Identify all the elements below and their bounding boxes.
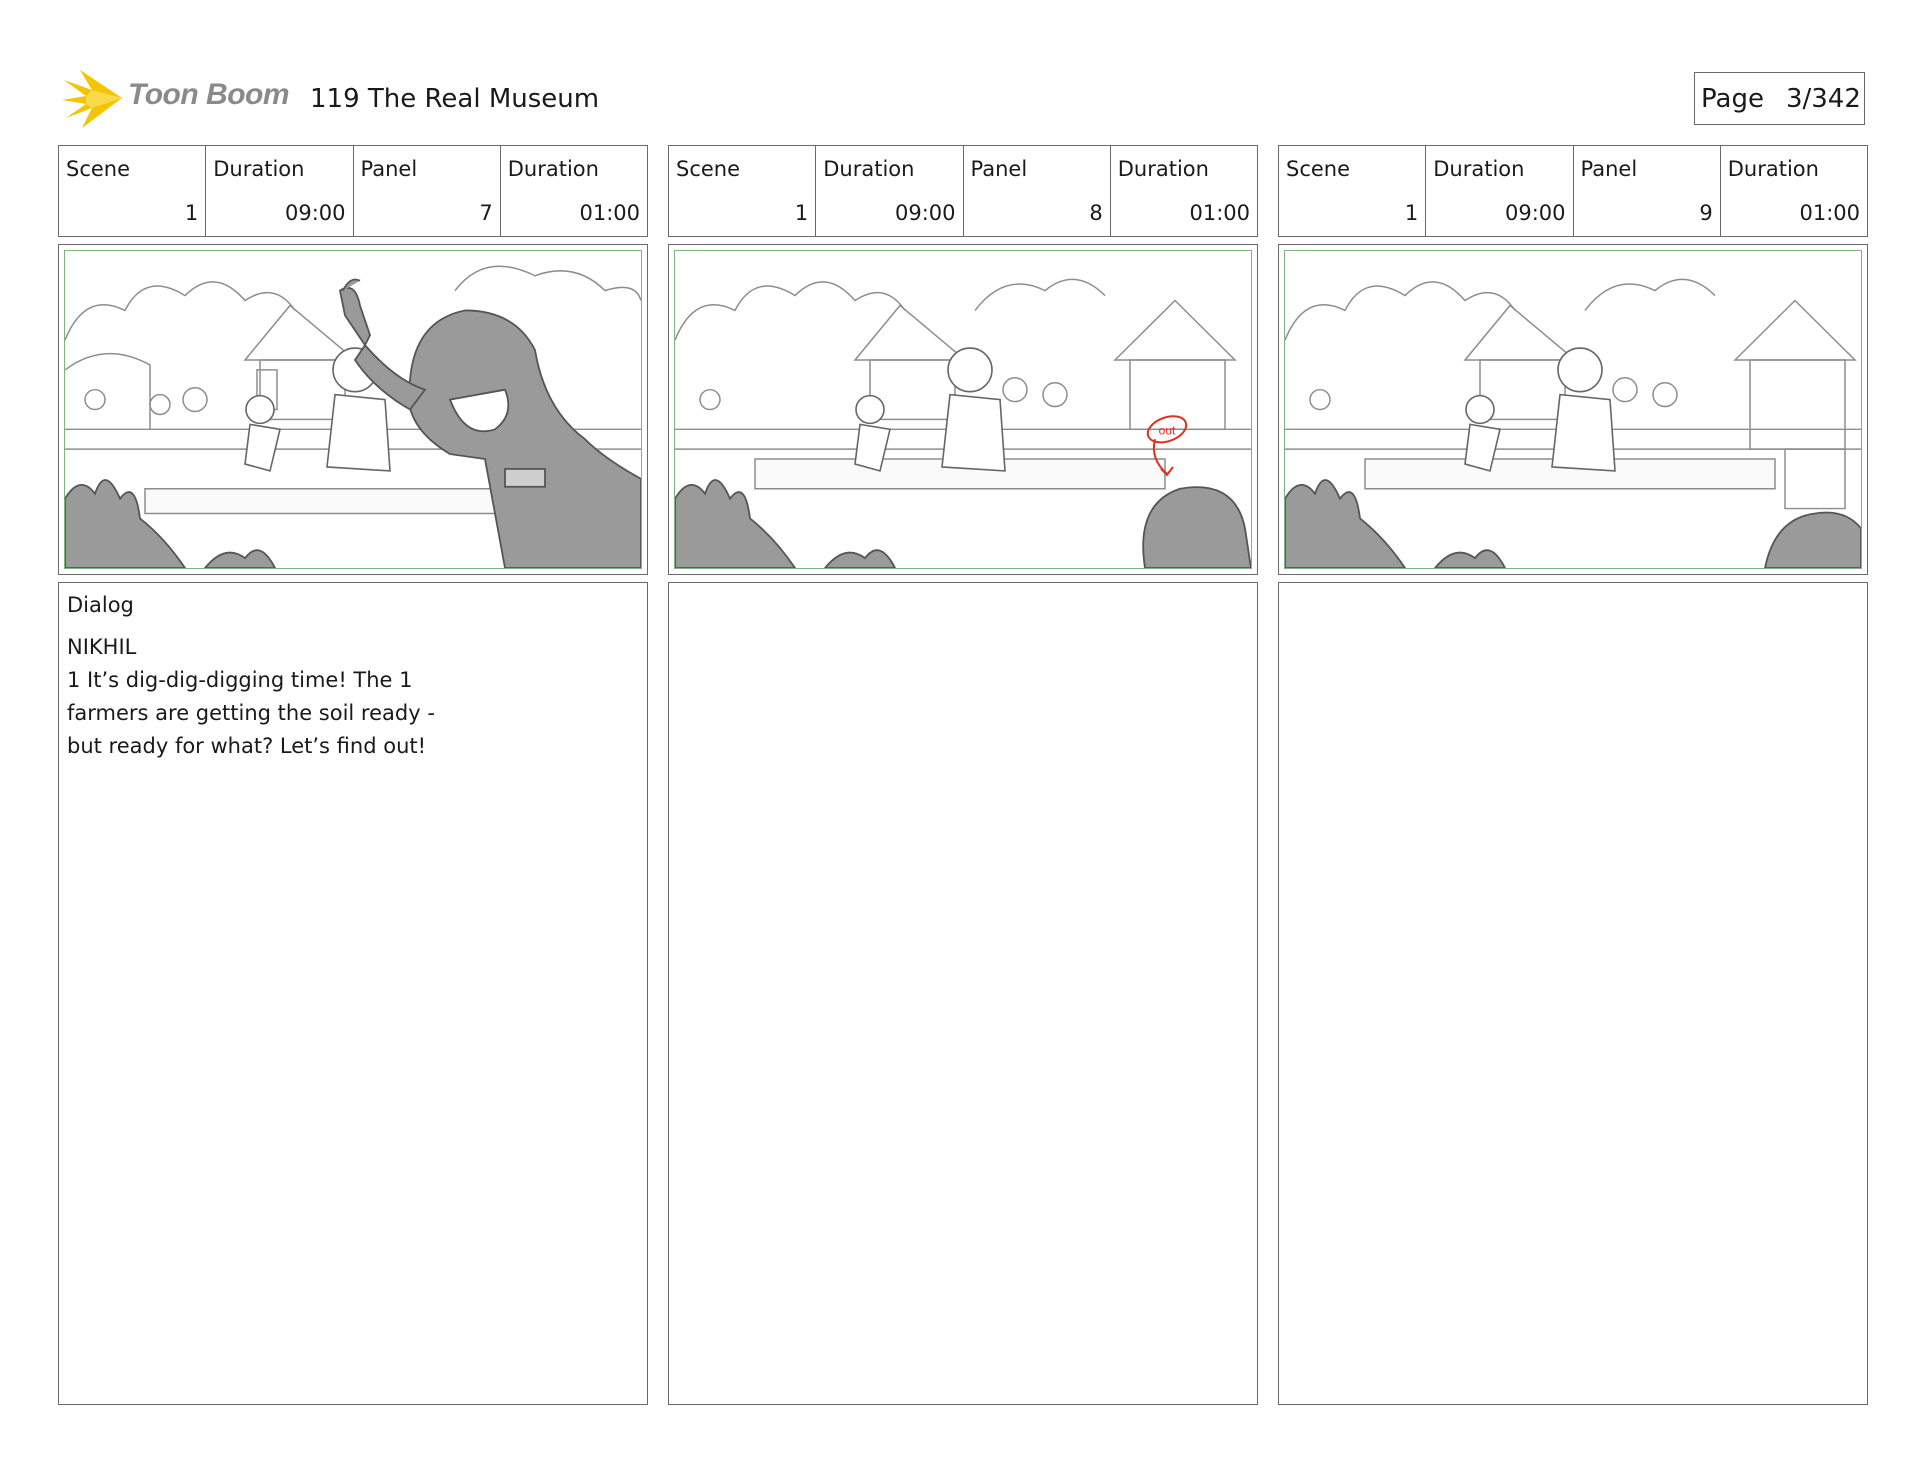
scene-label: Scene (1286, 157, 1351, 181)
document-title: 119 The Real Museum (310, 84, 600, 114)
panel-label: Panel (970, 157, 1028, 181)
dialog-notes (58, 582, 648, 1405)
scene-duration-value: 09:00 (284, 201, 346, 225)
panel-duration-cell (501, 146, 647, 236)
panel-image-frame (668, 244, 1258, 575)
scene-cell (59, 146, 206, 236)
page-number: 3/342 (1785, 83, 1861, 114)
toon-boom-logo (62, 64, 302, 132)
page-label: Page (1701, 83, 1764, 114)
out-annotation: out (1158, 423, 1176, 438)
dialog-header: Dialog (67, 593, 134, 617)
duration-label: Duration (1727, 157, 1819, 181)
scene-label: Scene (676, 157, 741, 181)
scene-duration-value: 09:00 (1504, 201, 1566, 225)
panel-info-row (1278, 145, 1868, 237)
panel-label: Panel (1580, 157, 1638, 181)
panel-duration-cell (1721, 146, 1867, 236)
panel-label: Panel (360, 157, 418, 181)
scene-cell (1279, 146, 1426, 236)
panel-info-row (58, 145, 648, 237)
scene-label: Scene (66, 157, 131, 181)
duration-label: Duration (823, 157, 915, 181)
storyboard-sketch-kid-pointing-up-icon (65, 251, 641, 568)
panel-column-3 (1278, 145, 1868, 1405)
dialog-notes (668, 582, 1258, 1405)
dialog-line: 1 It’s dig-dig-digging time! The 1 (67, 668, 413, 692)
panel-value: 8 (1089, 201, 1103, 225)
panel-duration-value: 01:00 (579, 201, 640, 225)
dialog-line: but ready for what? Let’s find out! (67, 734, 427, 758)
scene-duration-cell (206, 146, 353, 236)
scene-value: 1 (1404, 201, 1419, 225)
dialog-line: farmers are getting the soil ready - (67, 701, 435, 725)
duration-label: Duration (507, 157, 599, 181)
panel-value: 7 (479, 201, 493, 225)
dialog-speaker: NIKHIL (67, 635, 137, 659)
panel-value: 9 (1699, 201, 1713, 225)
duration-label: Duration (213, 157, 305, 181)
panel-column-1 (58, 145, 648, 1405)
dialog-notes (1278, 582, 1868, 1405)
scene-duration-cell (816, 146, 963, 236)
panel-duration-value: 01:00 (1799, 201, 1860, 225)
scene-value: 1 (184, 201, 199, 225)
panel-duration-cell (1111, 146, 1257, 236)
panel-cell (354, 146, 501, 236)
duration-label: Duration (1117, 157, 1209, 181)
panel-column-2 (668, 145, 1258, 1405)
panel-image-frame (1278, 244, 1868, 575)
duration-label: Duration (1433, 157, 1525, 181)
scene-duration-value: 09:00 (894, 201, 956, 225)
panel-cell (964, 146, 1111, 236)
panel-image-frame (58, 244, 648, 575)
panel-info-row (668, 145, 1258, 237)
page-indicator (1694, 72, 1865, 125)
scene-cell (669, 146, 816, 236)
starburst-icon (62, 64, 128, 132)
storyboard-sketch-head-out-of-frame-icon (675, 251, 1251, 568)
storyboard-sketch-garden-wide-icon (1285, 251, 1861, 568)
panel-duration-value: 01:00 (1189, 201, 1250, 225)
scene-value: 1 (794, 201, 809, 225)
logo-text: Toon Boom (128, 78, 290, 111)
scene-duration-cell (1426, 146, 1573, 236)
panel-cell (1574, 146, 1721, 236)
